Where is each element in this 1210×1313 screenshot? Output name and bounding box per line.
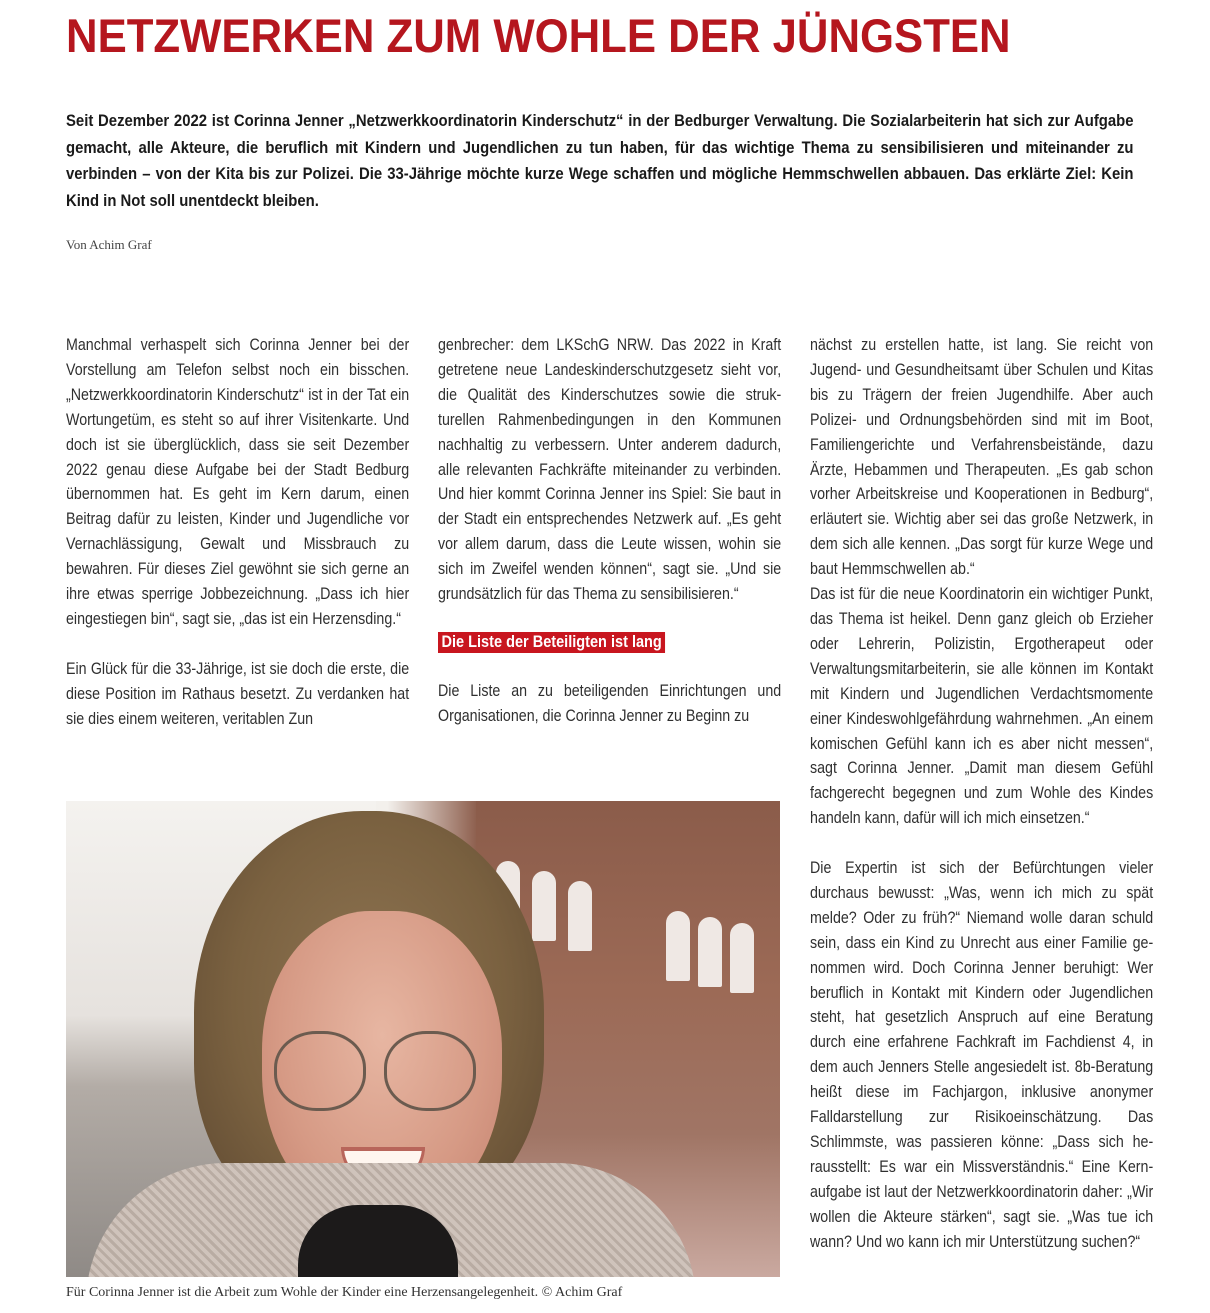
photo-window xyxy=(698,917,722,987)
paragraph: Die Liste an zu beteiligenden Einrichtungen und Organisationen, die Corinna Jenner zu Beginn zu xyxy=(438,681,782,725)
paragraph: genbrecher: dem LKSchG NRW. Das 2022 in Kraft getretene neue Landeskinderschutzgesetz sieht vor, die Qualität des Kinderschutzes sowie die strukturellen Rahmenbedingungen in den Kommunen nachhaltig zu verbessern. Unter anderem dadurch, alle relevanten Fachkräfte miteinander zu verbinden. Und hier kommt Corinna Jenner ins Spiel: Sie baut in der Stadt ein entsprechendes Netzwerk auf. „Es geht vor allem darum, dass die Leute wissen, wohin sie sich im Zweifel wenden können“, sagt sie. „Und sie grundsätzlich für das Thema zu sensibilisieren.“ xyxy=(438,336,782,604)
photo-window xyxy=(532,871,556,941)
glasses-icon xyxy=(274,1031,366,1111)
article-lead: Seit Dezember 2022 ist Corinna Jenner „Netzwerkkoordinatorin Kinderschutz“ in der Bedburger Verwaltung. Die Sozialarbeiterin hat sich zur Aufgabe gemacht, alle Akteure, die beruflich mit Kindern und Jugendlichen zu tun haben, für das wichtige Thema zu sensibilisieren und miteinander zu verbinden – von der Kita bis zur Polizei. Die 33-Jährige möchte kurze Wege schaffen und mögliche Hemmschwellen abbauen. Das erklärte Ziel: Kein Kind in Not soll unentdeckt bleiben. xyxy=(66,111,1134,210)
byline: Von Achim Graf xyxy=(66,237,152,252)
portrait-photo xyxy=(66,801,780,1277)
photo-window xyxy=(730,923,754,993)
paragraph: nächst zu erstellen hatte, ist lang. Sie reicht von Jugend- und Gesundheitsamt über Schulen und Kitas bis zu Trägern der freien Jugendhilfe. Aber auch Polizei- und Ordnungsbehörden sind mit im Boot, Familiengerichte und Verfahrensbeistände, dazu Ärzte, Hebammen und Therapeuten. „Es gab schon vorher Arbeitskreise und Kooperationen in Bedburg“, erläutert sie. Wichtig aber sei das große Netzwerk, in dem sich alle kennen. „Das sorgt für kurze Wege und baut Hemmschwellen ab.“ xyxy=(810,336,1154,579)
text-column-3 xyxy=(810,333,1153,1255)
text-column-2 xyxy=(438,333,781,729)
section-subheading: Die Liste der Beteiligten ist lang xyxy=(438,632,665,653)
paragraph: Das ist für die neue Koordinatorin ein wichtiger Punkt, das Thema ist heikel. Denn ganz gleich ob Erzieher oder Lehrerin, Polizistin, Ergotherapeut oder Verwaltungsmitarbeiterin, sie alle können im Kontakt mit Kindern und Jugendlichen Verdachtsmomente einer Kindeswohlgefährdung wahrnehmen. „An einem komischen Gefühl kann ich es aber nicht messen“, sagt Corinna Jenner. „Damit man diesem Gefühl fachgerecht begegnen und zum Wohle des Kindes handeln kann, dafür will ich mich einsetzen.“ xyxy=(810,585,1154,828)
photo-caption: Für Corinna Jenner ist die Arbeit zum Wohle der Kinder eine Herzensangelegenheit. © Achim Graf xyxy=(66,1285,623,1300)
glasses-icon xyxy=(384,1031,476,1111)
article-headline: NETZWERKEN ZUM WOHLE DER JÜNGSTEN xyxy=(66,9,1011,62)
text-column-1 xyxy=(66,333,409,731)
photo-window xyxy=(666,911,690,981)
paragraph: Ein Glück für die 33-Jährige, ist sie doch die erste, die diese Position im Rathaus besetzt. Zu verdanken hat sie dies einem weiteren, veritablen Zun xyxy=(66,659,410,728)
paragraph: Die Expertin ist sich der Befürchtungen vieler durchaus bewusst: „Was, wenn ich mich zu spät melde? Oder zu früh?“ Niemand wolle daran schuld sein, dass ein Kind zu Unrecht aus einer Familie genommen wird. Doch Corinna Jenner beruhigt: Wer beruflich in Kontakt mit Kindern oder Jugendlichen steht, hat gesetzlich Anspruch auf eine Beratung durch eine erfahrene Fachkraft im Fachdienst 4, in dem auch Jenners Stelle angesiedelt ist. 8b-Beratung heißt diese im Fachjargon, inklusive anonymer Falldarstellung zur Risikoeinschätzung. Das Schlimmste, was passieren könne: „Dass sich herausstellt: Es war ein Missverständnis.“ Eine Kernaufgabe ist laut der Netzwerkkoordinatorin daher: „Wir wollen die Akteure stärken“, sagt sie. „Was tue ich wann? Und wo kann ich mir Unterstützung suchen?“ xyxy=(810,859,1154,1251)
photo-window xyxy=(568,881,592,951)
paragraph: Manchmal verhaspelt sich Corinna Jenner bei der Vorstellung am Telefon selbst noch ein bisschen. „Netzwerkkoordinatorin Kinderschutz“ ist in der Tat ein Wortungetüm, es steht so auf ihrer Visitenkarte. Und doch ist sie überglücklich, dass sie seit Dezember 2022 genau diese Aufgabe bei der Stadt Bedburg übernommen hat. Es geht im Kern darum, einen Beitrag dafür zu leisten, Kinder und Jugendliche vor Vernachlässigung, Gewalt und Missbrauch zu bewahren. Für dieses Ziel gewöhnt sie sich gerne an ihre etwas sperrige Jobbezeichnung. „Dass ich hier eingestiegen bin“, sagt sie, „das ist ein Herzensding.“ xyxy=(66,336,410,628)
